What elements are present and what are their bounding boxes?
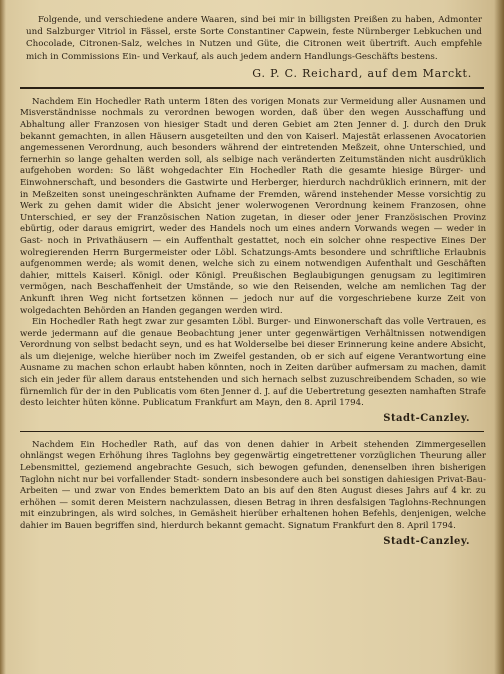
advertisement-text: Folgende, und verschiedene andere Waaren, sind bei mir in billigsten Preißen zu haben, Admonter und Salzburger Vitriol in Fässel, erste Sorte Constantiner Capwein, feste Nürnberger Lebkuchen und Chocolade, Citronen-Salz, welches in Nutzen und Güte, die Citronen weit übertrift. Auch empfehle mich in Commissions Ein- und Verkauf, als auch jedem andern Handlungs-Geschäfts bestens. bbox=[26, 15, 482, 62]
ordinance-authority: Stadt-Canzley. bbox=[383, 412, 470, 424]
wages-authority: Stadt-Canzley. bbox=[383, 535, 470, 547]
section-divider bbox=[20, 87, 484, 89]
council-ordinance-wages bbox=[20, 440, 486, 548]
ordinance-paragraph-2: Ein Hochedler Rath hegt zwar zur gesamten Löbl. Burger- und Einwonerschaft das volle Vertrauen, es werde jedermann auf die genaue Beobachtung jener unter gegenwärtigen Verhältnissen notwendigen Verordnung von selbst bedacht seyn, und es hat Wolderselbe bei dieser Erinnerung keine andere Absicht, als um diejenige, welche hierüber noch im Zweifel gestanden, ob er sich auf eigene Verantwortung eine Ausname zu machen schon erlaubt haben könnten, noch in Zeiten darüber aufmersam zu machen, damit sich ein jeder für allem daraus entstehenden und sich hernach selbst zuzuschreibendem Schaden, so wie fürnemlich für der in den Publicatis vom 6ten Jenner d. J. auf die Uebertretung gesezten namhaften Strafe desto leichter hüten könne. Publicatum Frankfurt am Mayn, den 8. April 1794. bbox=[20, 317, 486, 409]
merchant-advertisement bbox=[26, 14, 482, 81]
advertisement-signature: G. P. C. Reichard, auf dem Marckt. bbox=[252, 66, 472, 80]
council-ordinance-foreigners bbox=[20, 97, 486, 425]
ordinance-paragraph-1: Nachdem Ein Hochedler Rath unterm 18ten des vorigen Monats zur Vermeidung aller Ausnamen und Misverständnisse nochmals zu verordnen bewogen worden, daß über den wegen Ausschaffung und Abhaltung aller Franzosen von hiesiger Stadt und deren Gebiet am 2ten Jenner d. J. durch den Druk bekannt gemachten, in allen Häusern ausgeteilten und den von Kaiserl. Majestät erlassenen Avocatorien angemessenen Verordnung, auch besonders während der eintretenden Meßzeit, ohne Unterschied, und fernerhin so lange gehalten werden soll, als selbige nach veränderten Zeitumständen nicht ausdrüklich aufgehoben worden: So läßt wohgedachter Ein Hochedler Rath die gesamte hiesige Bürger- und Einwohnerschaft, und besonders die Gastwirte und Herberger, hierdurch nachdrüklich erinnern, mit der in Meßzeiten sonst uneingeschränkten Aufname der Fremden, wärend instehender Messe vorsichtig zu Werk zu gehen damit wider die Absicht jener wolerwogenen Verordnung keinem Franzosen, ohne Unterschied, er sey der Französischen Nation zugetan, in dieser oder jener Französischen Provinz ebürtig, oder daraus emigrirt, weder des Handels noch um eines andern Vorwands wegen — weder in Gast- noch in Privathäusern — ein Auffenthalt gestattet, noch ein solcher ohne respective Eines Der wolregierenden Herrn Burgermeister oder Löbl. Schatzungs-Amts besondere und schriftliche Erlaubnis aufgenommen werde; als womit denen, welche sich zu einem notwendigen Aufenthalt und Geschäften dahier, mittels Kaiserl. Königl. oder Königl. Preußischen Beglaubigungen genugsam zu legitimiren vermögen, nach Beschaffenheit der Umstände, so wie den Reisenden, welche am nemlichen Tag der Ankunft ihren Weg nicht fortsetzen können — jedoch nur auf die vorgeschriebene kurze Zeit von wolgedachten Behörden an Handen gegangen werden wird. bbox=[20, 96, 486, 316]
section-divider bbox=[20, 431, 484, 432]
wages-paragraph: Nachdem Ein Hochedler Rath, auf das von denen dahier in Arbeit stehenden Zimmergesellen ohnlängst wegen Erhöhung ihres Taglohns bey gegenwärtig eingetrettener vorzüglichen Theurung aller Lebensmittel, geziemend angebrachte Gesuch, sich bewogen gefunden, denenselben ihren bisherigen Taglohn nicht nur bei vorfallender Stadt- sondern insbesondere auch bei sonstigen dahiesigen Privat-Bau-Arbeiten — und zwar von Endes bemerktem Dato an bis auf den 8ten August dieses Jahrs auf 4 kr. zu erhöhen — somit deren Meistern nachzulassen, diesen Betrag in ihren desfalsigen Taglohns-Rechnungen mit einzubringen, als wird solches, in Gemäsheit hierüber erhaltenen hohen Befehls, denjenigen, welche dahier im Bauen begriffen sind, hierdurch bekannt gemacht. Signatum Frankfurt den 8. April 1794. bbox=[20, 439, 486, 531]
